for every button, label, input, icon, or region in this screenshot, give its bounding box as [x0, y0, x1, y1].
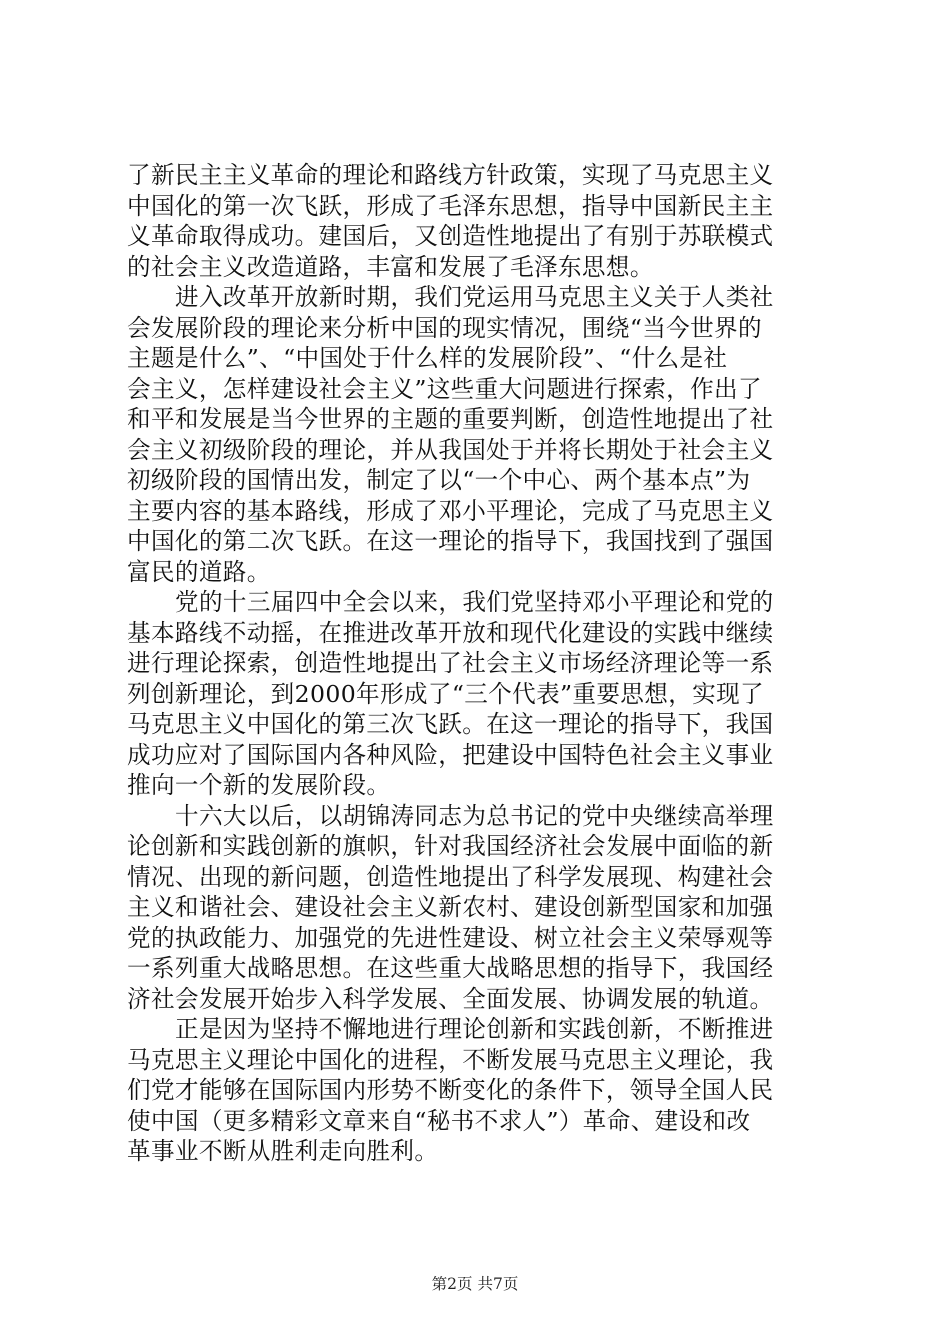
- text-line: 了新民主主义革命的理论和路线方针政策，实现了马克思主义: [127, 161, 774, 189]
- text-line: 一系列重大战略思想。在这些重大战略思想的指导下，我国经: [127, 954, 774, 982]
- text-line: 富民的道路。: [127, 557, 271, 586]
- text-line: 会主义，怎样建设社会主义”这些重大问题进行探索，作出了: [127, 374, 762, 403]
- text-line: 列创新理论，到2000年形成了“三个代表”重要思想，实现了: [127, 679, 764, 708]
- text-line: 论创新和实践创新的旗帜，针对我国经济社会发展中面临的新: [127, 832, 774, 860]
- page-footer: [0, 1272, 950, 1294]
- text-line: 和平和发展是当今世界的主题的重要判断，创造性地提出了社: [127, 405, 774, 433]
- text-line: 中国化的第一次飞跃，形成了毛泽东思想，指导中国新民主主: [127, 191, 774, 220]
- text-line: 义革命取得成功。建国后，又创造性地提出了有别于苏联模式: [127, 222, 774, 250]
- text-line: 中国化的第二次飞跃。在这一理论的指导下，我国找到了强国: [127, 527, 774, 555]
- paragraph-start-line: 正是因为坚持不懈地进行理论创新和实践创新，不断推进: [175, 1015, 774, 1043]
- text-line: 马克思主义中国化的第三次飞跃。在这一理论的指导下，我国: [127, 710, 774, 738]
- text-line: 党的执政能力、加强党的先进性建设、树立社会主义荣辱观等: [127, 923, 774, 952]
- text-line: 进行理论探索，创造性地提出了社会主义市场经济理论等一系: [127, 649, 774, 677]
- text-line: 主题是什么”、“中国处于什么样的发展阶段”、“什么是社: [127, 344, 728, 372]
- paragraph-start-line: 十六大以后，以胡锦涛同志为总书记的党中央继续高举理: [175, 801, 774, 830]
- text-line: 主义和谐社会、建设社会主义新农村、建设创新型国家和加强: [127, 893, 774, 921]
- text-line: 会发展阶段的理论来分析中国的现实情况，围绕“当今世界的: [127, 313, 762, 342]
- text-line: 基本路线不动摇，在推进改革开放和现代化建设的实践中继续: [127, 618, 774, 647]
- text-line: 主要内容的基本路线，形成了邓小平理论，完成了马克思主义: [127, 496, 774, 525]
- text-line: 们党才能够在国际国内形势不断变化的条件下，领导全国人民: [127, 1076, 774, 1104]
- text-line: 情况、出现的新问题，创造性地提出了科学发展现、构建社会: [127, 862, 774, 891]
- paragraph-start-line: 党的十三届四中全会以来，我们党坚持邓小平理论和党的: [175, 588, 774, 616]
- text-line: 初级阶段的国情出发，制定了以“一个中心、两个基本点”为: [127, 466, 751, 494]
- text-line: 济社会发展开始步入科学发展、全面发展、协调发展的轨道。: [127, 984, 774, 1013]
- text-line: 会主义初级阶段的理论，并从我国处于并将长期处于社会主义: [127, 435, 774, 464]
- paragraph-start-line: 进入改革开放新时期，我们党运用马克思主义关于人类社: [175, 283, 774, 311]
- text-line: 推向一个新的发展阶段。: [127, 771, 391, 799]
- text-line: 成功应对了国际国内各种风险，把建设中国特色社会主义事业: [127, 740, 774, 769]
- text-line: 的社会主义改造道路，丰富和发展了毛泽东思想。: [127, 252, 654, 281]
- text-line: 革事业不断从胜利走向胜利。: [127, 1137, 439, 1165]
- body-text: [127, 160, 832, 1167]
- text-line: 马克思主义理论中国化的进程，不断发展马克思主义理论，我: [127, 1045, 774, 1074]
- page-number: 第2页 共7页: [431, 1275, 519, 1293]
- text-line: 使中国（更多精彩文章来自“秘书不求人”）革命、建设和改: [127, 1106, 751, 1135]
